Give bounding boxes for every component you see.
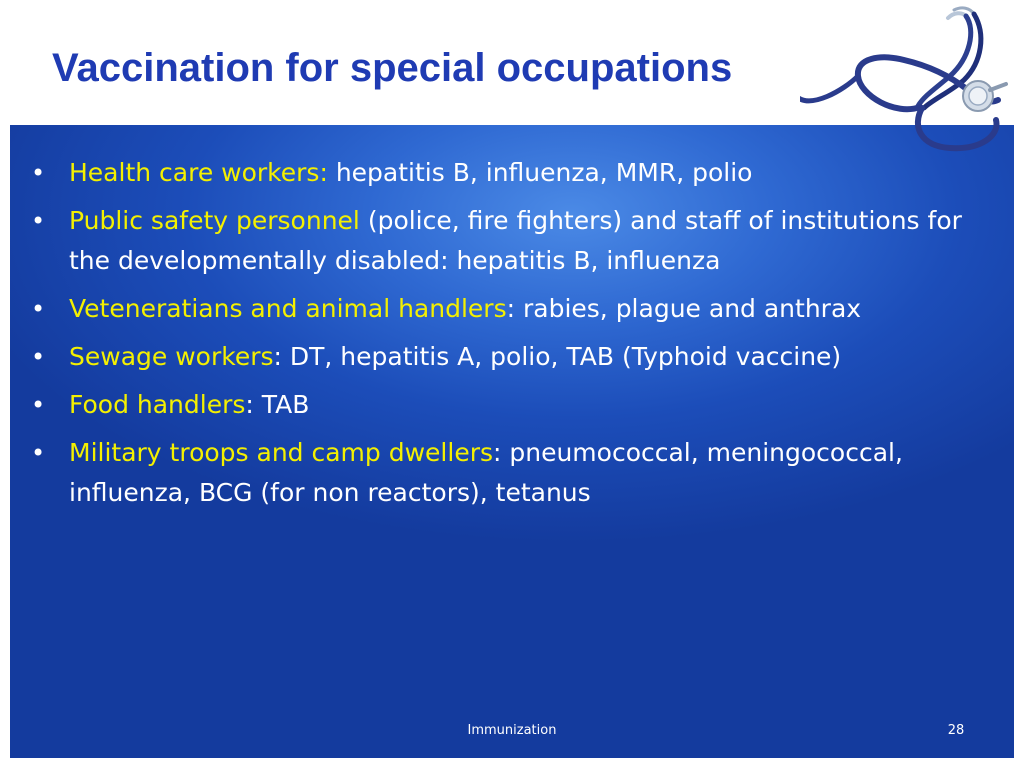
bullet-veterinarians bbox=[10, 289, 1010, 329]
content-panel bbox=[10, 125, 1014, 758]
bullet-highlight: Military troops and camp dwellers bbox=[69, 438, 493, 467]
bullet-text: (police, fire fighters) and staff of institutions for the developmentally disabled: hepatitis B, influenza bbox=[69, 206, 962, 275]
bullet-highlight: Veteneratians and animal handlers bbox=[69, 294, 507, 323]
bullet-text: : rabies, plague and anthrax bbox=[506, 294, 862, 323]
stethoscope-icon bbox=[800, 0, 1024, 160]
bullet-dot: • bbox=[31, 343, 46, 371]
bullet-dot: • bbox=[31, 159, 46, 187]
bullet-dot: • bbox=[31, 295, 46, 323]
bullet-highlight: Health care workers: bbox=[69, 158, 336, 187]
bullet-dot: • bbox=[31, 439, 46, 467]
bullet-highlight: Public safety personnel bbox=[69, 206, 360, 235]
bullet-highlight: Sewage workers bbox=[69, 342, 274, 371]
bullet-list bbox=[10, 153, 1010, 521]
page-number: 28 bbox=[947, 723, 965, 738]
bullet-food-handlers bbox=[10, 385, 1010, 425]
slide-footer: Immunization bbox=[467, 723, 557, 738]
bullet-text: hepatitis B, influenza, MMR, polio bbox=[335, 158, 753, 187]
bullet-highlight: Food handlers bbox=[69, 390, 246, 419]
bullet-text: : TAB bbox=[245, 390, 310, 419]
slide-title: Vaccination for special occupations bbox=[52, 46, 733, 90]
bullet-text: : pneumococcal, meningococcal, influenza, BCG (for non reactors), tetanus bbox=[69, 438, 903, 507]
bullet-dot: • bbox=[31, 391, 46, 419]
bullet-text: : DT, hepatitis A, polio, TAB (Typhoid vaccine) bbox=[273, 342, 842, 371]
bullet-military-troops bbox=[10, 433, 1010, 513]
bullet-sewage-workers bbox=[10, 337, 1010, 377]
bullet-dot: • bbox=[31, 207, 46, 235]
bullet-public-safety-personnel bbox=[10, 201, 1010, 281]
